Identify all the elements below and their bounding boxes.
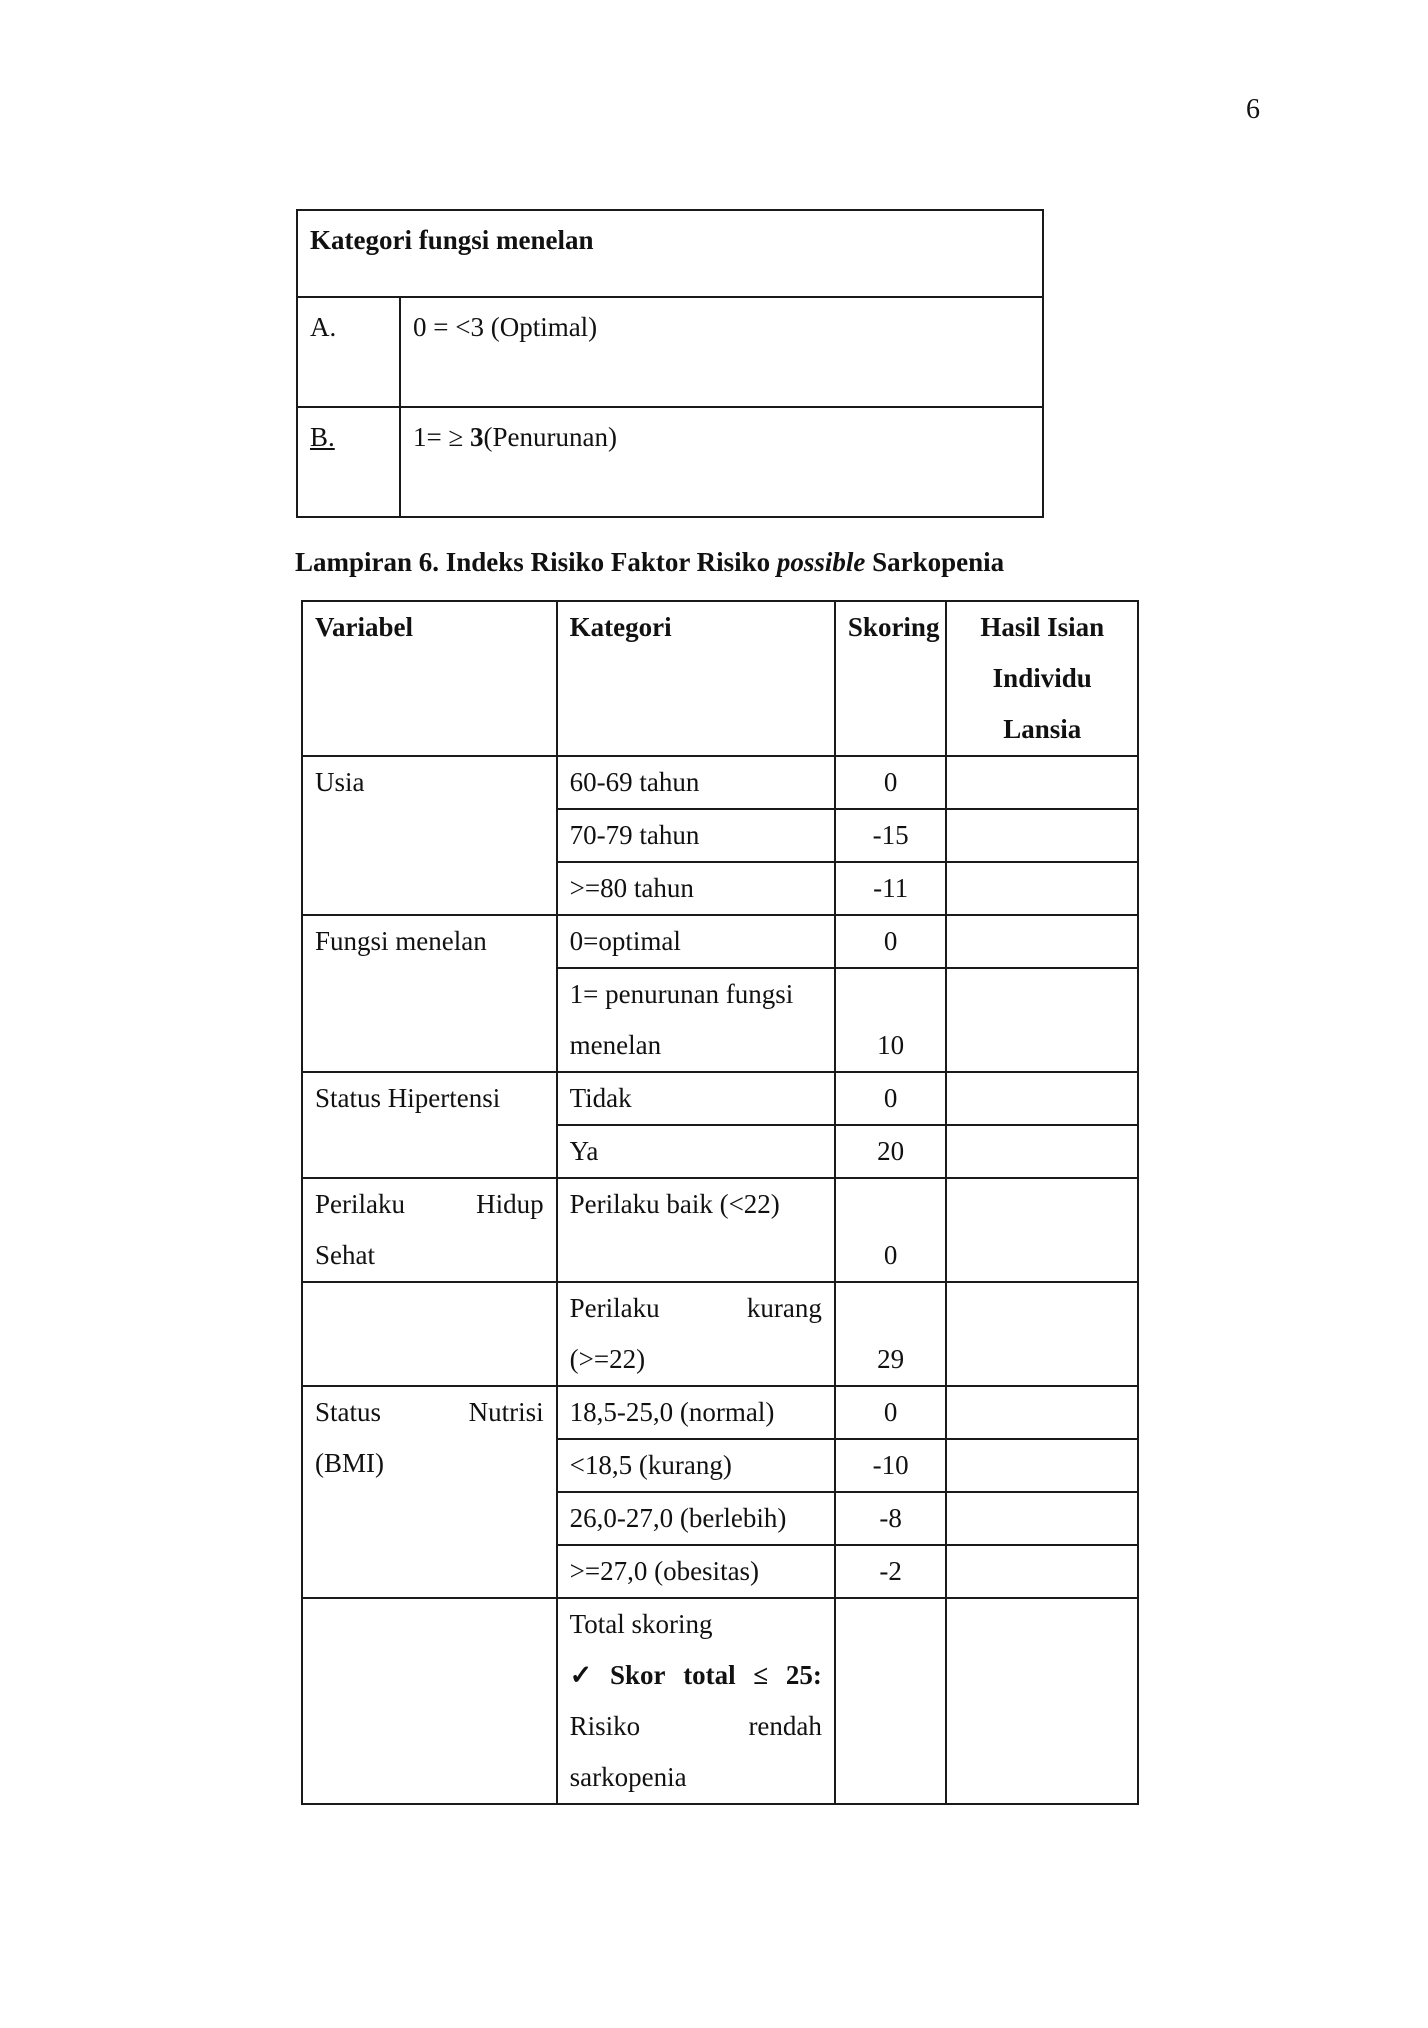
table-row <box>302 1598 1138 1804</box>
variable-status-nutrisi <box>302 1386 557 1598</box>
kategori-cell: 60-69 tahun <box>557 756 835 809</box>
skor-cell: 0 <box>835 1386 947 1439</box>
kategori-cell: 26,0-27,0 (berlebih) <box>557 1492 835 1545</box>
total-check-line <box>570 1650 822 1701</box>
header-hasil-line2: Individu <box>992 663 1092 693</box>
hasil-cell <box>946 1598 1138 1804</box>
skor-cell: -10 <box>835 1439 947 1492</box>
variable-status-hipertensi: Status Hipertensi <box>302 1072 557 1178</box>
word: ≤ <box>753 1660 769 1690</box>
table-row <box>302 756 1138 809</box>
hasil-cell <box>946 968 1138 1072</box>
hasil-cell <box>946 1178 1138 1282</box>
variable-fungsi-menelan: Fungsi menelan <box>302 915 557 1072</box>
skor-cell: 10 <box>835 968 947 1072</box>
hasil-cell <box>946 1492 1138 1545</box>
kategori-cell: >=27,0 (obesitas) <box>557 1545 835 1598</box>
kategori-cell: Tidak <box>557 1072 835 1125</box>
skor-cell: 29 <box>835 1282 947 1386</box>
risk-index-table <box>301 600 1139 1805</box>
variable-empty <box>302 1598 557 1804</box>
word: Risiko <box>569 1711 641 1741</box>
skor-cell: 0 <box>835 756 947 809</box>
skor-cell: -8 <box>835 1492 947 1545</box>
kategori-cell: 18,5-25,0 (normal) <box>557 1386 835 1439</box>
total-line: Total skoring <box>569 1609 713 1639</box>
header-hasil <box>946 601 1138 756</box>
table-row <box>297 297 1043 407</box>
kategori-cell: Perilaku baik (<22) <box>557 1178 835 1282</box>
hasil-cell <box>946 1282 1138 1386</box>
row-value-pre: 1= ≥ <box>413 422 471 452</box>
kategori-cell: 0=optimal <box>557 915 835 968</box>
skor-cell: 20 <box>835 1125 947 1178</box>
hasil-cell <box>946 1439 1138 1492</box>
row-label <box>297 407 400 517</box>
header-variabel: Variabel <box>302 601 557 756</box>
variable-line: Sehat <box>315 1240 375 1270</box>
row-value-post: (Penurunan) <box>483 422 618 452</box>
total-line: sarkopenia <box>569 1762 687 1792</box>
hasil-cell <box>946 1545 1138 1598</box>
kategori-line: menelan <box>569 1030 662 1060</box>
skor-cell: -11 <box>835 862 947 915</box>
kategori-cell: Ya <box>557 1125 835 1178</box>
word: Hidup <box>476 1189 544 1219</box>
word: Skor <box>609 1660 666 1690</box>
swallowing-category-table <box>296 209 1044 518</box>
skor-cell: -15 <box>835 809 947 862</box>
skor-cell: 0 <box>835 1178 947 1282</box>
total-line <box>570 1701 822 1752</box>
table-row <box>302 1386 1138 1439</box>
kategori-cell: 70-79 tahun <box>557 809 835 862</box>
variable-empty <box>302 1282 557 1386</box>
header-skoring: Skoring <box>835 601 947 756</box>
page-number: 6 <box>1246 94 1260 125</box>
word: 25: <box>785 1660 822 1690</box>
word: Perilaku <box>569 1293 660 1323</box>
kategori-line: 1= penurunan fungsi <box>569 979 794 1009</box>
hasil-cell <box>946 1072 1138 1125</box>
kategori-cell <box>557 1282 835 1386</box>
skor-cell: -2 <box>835 1545 947 1598</box>
variable-usia: Usia <box>302 756 557 915</box>
table-caption <box>295 547 1004 578</box>
word: kurang <box>746 1293 822 1323</box>
variable-line: (BMI) <box>315 1448 384 1478</box>
kategori-cell: >=80 tahun <box>557 862 835 915</box>
row-value-bold: 3 <box>470 422 484 452</box>
caption-suffix: Sarkopenia <box>865 547 1005 577</box>
hasil-cell <box>946 1125 1138 1178</box>
caption-italic: possible <box>776 547 866 577</box>
skor-cell: 0 <box>835 915 947 968</box>
kategori-line <box>570 1283 822 1334</box>
header-hasil-line1: Hasil Isian <box>980 612 1105 642</box>
table-header-row <box>302 601 1138 756</box>
row-value <box>400 407 1043 517</box>
row-label-text: B. <box>310 422 335 452</box>
table1-title: Kategori fungsi menelan <box>297 210 1043 297</box>
table-row <box>302 1178 1138 1282</box>
word: Nutrisi <box>468 1397 544 1427</box>
hasil-cell <box>946 1386 1138 1439</box>
header-kategori: Kategori <box>557 601 835 756</box>
variable-line <box>315 1387 544 1438</box>
word: Perilaku <box>315 1189 405 1219</box>
row-label: A. <box>297 297 400 407</box>
header-hasil-line3: Lansia <box>1003 714 1082 744</box>
caption-prefix: Lampiran 6. Indeks Risiko Faktor Risiko <box>295 547 777 577</box>
hasil-cell <box>946 862 1138 915</box>
hasil-cell <box>946 809 1138 862</box>
word: Status <box>315 1397 382 1427</box>
word: total <box>683 1660 736 1690</box>
kategori-cell <box>557 968 835 1072</box>
hasil-cell <box>946 915 1138 968</box>
table-row <box>302 915 1138 968</box>
skor-cell <box>835 1598 947 1804</box>
table-row <box>302 1072 1138 1125</box>
hasil-cell <box>946 756 1138 809</box>
row-value: 0 = <3 (Optimal) <box>400 297 1043 407</box>
variable-line <box>315 1179 544 1230</box>
kategori-cell: <18,5 (kurang) <box>557 1439 835 1492</box>
word: rendah <box>748 1711 822 1741</box>
kategori-line: (>=22) <box>569 1344 646 1374</box>
variable-perilaku-hidup-sehat <box>302 1178 557 1282</box>
check-icon: ✓ <box>569 1660 593 1690</box>
skor-cell: 0 <box>835 1072 947 1125</box>
table-row <box>302 1282 1138 1386</box>
table-row <box>297 407 1043 517</box>
total-cell <box>557 1598 835 1804</box>
